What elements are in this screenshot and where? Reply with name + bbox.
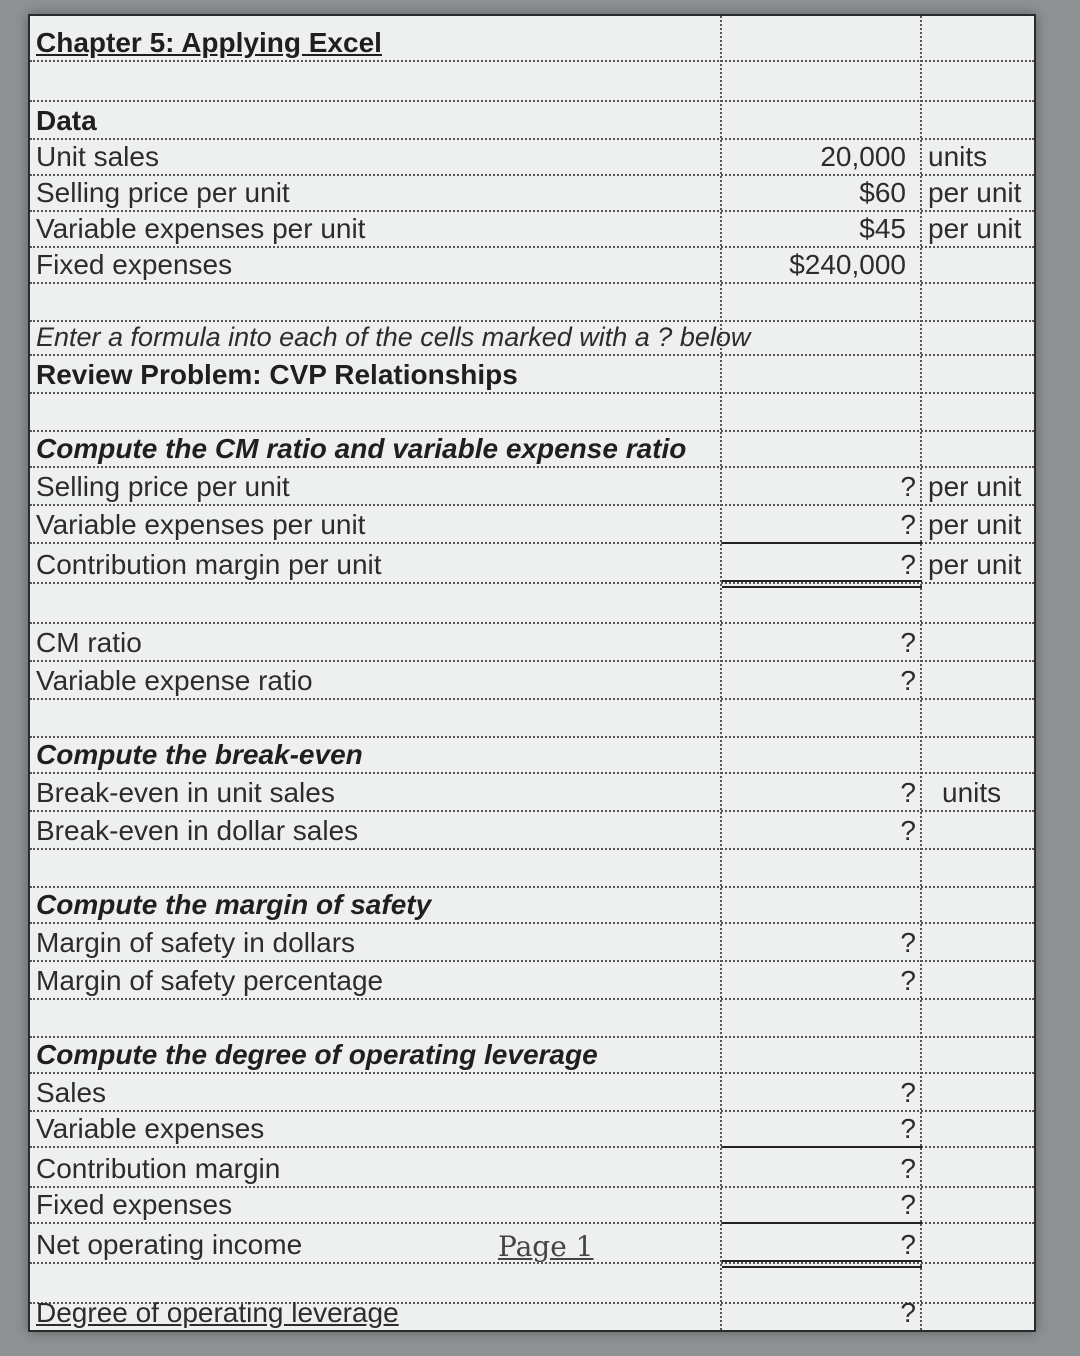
cell-label: Contribution margin — [36, 1153, 281, 1184]
row-ve-ratio[interactable] — [30, 660, 1034, 700]
review-title: Review Problem: CVP Relationships — [36, 359, 518, 390]
row-breakeven-units[interactable] — [30, 772, 1034, 812]
cell-unit: units — [942, 777, 1002, 808]
formula-cell[interactable]: ? — [900, 1297, 916, 1328]
row-empty[interactable] — [30, 392, 1034, 432]
cell-label: Selling price per unit — [36, 471, 290, 502]
row-instruction[interactable] — [30, 316, 1034, 356]
cell-unit: per unit — [928, 177, 1022, 208]
cell-value[interactable]: 20,000 — [820, 141, 906, 172]
dol-section-heading: Compute the degree of operating leverage — [36, 1039, 598, 1070]
formula-cell[interactable]: ? — [900, 1189, 916, 1220]
cell-unit: per unit — [928, 213, 1022, 244]
formula-cell[interactable]: ? — [900, 1153, 916, 1184]
row-dol-sales[interactable] — [30, 1072, 1034, 1112]
cell-label: Margin of safety percentage — [36, 965, 384, 996]
row-dol-fixed-expenses[interactable] — [30, 1184, 1034, 1224]
row-fixed-expenses[interactable] — [30, 244, 1034, 284]
formula-cell[interactable]: ? — [900, 927, 916, 958]
cell-label: Contribution margin per unit — [36, 549, 382, 580]
row-mos-heading[interactable] — [30, 884, 1034, 924]
row-cm-ratio[interactable] — [30, 622, 1034, 662]
formula-cell[interactable]: ? — [900, 1113, 916, 1144]
row-empty[interactable] — [30, 848, 1034, 888]
row-unit-sales[interactable] — [30, 136, 1034, 176]
row-cm-variable-expenses[interactable] — [30, 504, 1034, 544]
cell-unit: per unit — [928, 549, 1022, 580]
row-cm-per-unit[interactable] — [30, 544, 1034, 584]
row-breakeven-dollars[interactable] — [30, 810, 1034, 850]
cell-label: Sales — [36, 1077, 107, 1108]
row-dol-variable-expenses[interactable] — [30, 1108, 1034, 1148]
sheet-title: Chapter 5: Applying Excel — [36, 27, 382, 58]
cell-label: Degree of operating leverage — [36, 1297, 399, 1328]
row-selling-price[interactable] — [30, 172, 1034, 212]
cell-label: Fixed expenses — [36, 1189, 233, 1220]
cell-unit — [922, 244, 928, 282]
row-dol-contribution-margin[interactable] — [30, 1148, 1034, 1188]
cell-value[interactable]: $240,000 — [789, 249, 906, 280]
cell-label: Net operating income — [36, 1229, 303, 1260]
row-dol[interactable] — [30, 1292, 1034, 1330]
formula-cell[interactable]: ? — [900, 777, 916, 808]
row-title[interactable] — [30, 22, 1034, 62]
cell-label: Selling price per unit — [36, 177, 290, 208]
formula-cell[interactable]: ? — [900, 815, 916, 846]
formula-cell[interactable]: ? — [900, 627, 916, 658]
row-empty[interactable] — [30, 584, 1034, 624]
row-empty[interactable] — [30, 998, 1034, 1038]
cell-unit: units — [928, 141, 988, 172]
formula-cell[interactable]: ? — [900, 1229, 916, 1260]
row-empty[interactable] — [30, 62, 1034, 102]
spreadsheet-page — [28, 14, 1036, 1332]
row-variable-expenses[interactable] — [30, 208, 1034, 248]
cell-value[interactable]: $60 — [859, 177, 906, 208]
breakeven-section-heading: Compute the break-even — [36, 739, 363, 770]
row-mos-dollars[interactable] — [30, 922, 1034, 962]
row-review-title[interactable] — [30, 354, 1034, 394]
data-heading: Data — [36, 105, 97, 136]
cell-unit: per unit — [928, 471, 1022, 502]
row-cm-selling-price[interactable] — [30, 466, 1034, 506]
row-empty[interactable] — [30, 698, 1034, 738]
cell-value[interactable]: $45 — [859, 213, 906, 244]
row-mos-percentage[interactable] — [30, 960, 1034, 1000]
formula-cell[interactable]: ? — [900, 509, 916, 540]
cm-section-heading: Compute the CM ratio and variable expense ratio — [36, 433, 687, 464]
formula-cell[interactable]: ? — [900, 1077, 916, 1108]
cell-label: Variable expenses per unit — [36, 509, 366, 540]
row-data-heading[interactable] — [30, 100, 1034, 140]
cell-label: Fixed expenses — [36, 249, 233, 280]
formula-cell[interactable]: ? — [900, 549, 916, 580]
row-breakeven-heading[interactable] — [30, 734, 1034, 774]
cell-label: Variable expense ratio — [36, 665, 313, 696]
cell-label: Break-even in dollar sales — [36, 815, 359, 846]
row-cm-heading[interactable] — [30, 428, 1034, 468]
cell-unit: per unit — [928, 509, 1022, 540]
row-dol-heading[interactable] — [30, 1034, 1034, 1074]
cell-label: Break-even in unit sales — [36, 777, 335, 808]
cell-label: CM ratio — [36, 627, 142, 658]
cell-label: Variable expenses — [36, 1113, 265, 1144]
formula-cell[interactable]: ? — [900, 665, 916, 696]
cell-label: Unit sales — [36, 141, 159, 172]
cell-label: Margin of safety in dollars — [36, 927, 356, 958]
mos-section-heading: Compute the margin of safety — [36, 889, 432, 920]
page-break-label: Page 1 — [498, 1230, 594, 1263]
formula-cell[interactable]: ? — [900, 965, 916, 996]
cell-label: Variable expenses per unit — [36, 213, 366, 244]
formula-cell[interactable]: ? — [900, 471, 916, 502]
instruction-text: Enter a formula into each of the cells marked with a ? below — [36, 322, 751, 352]
